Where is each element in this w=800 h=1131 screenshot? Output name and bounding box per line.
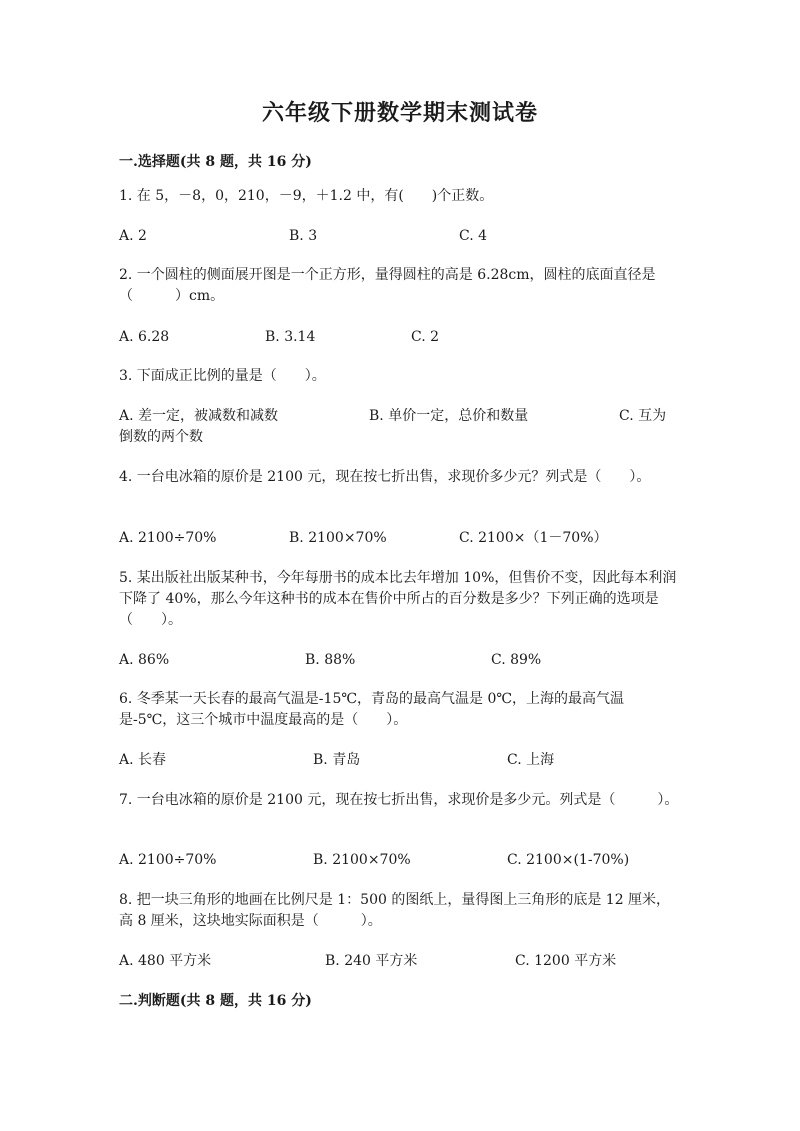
option-c: C. 2100×（1－70%） <box>459 530 608 546</box>
page-title: 六年级下册数学期末测试卷 <box>261 100 538 126</box>
option-a: A. 2100÷70% <box>119 530 217 546</box>
option-b: B. 240 平方米 <box>325 953 418 969</box>
question-6: 6. 冬季某一天长春的最高气温是-15℃，青岛的最高气温是 0℃，上海的最高气温是-5℃，这三个城市中温度最高的是（ ）。 <box>119 691 625 728</box>
question-3: 3. 下面成正比例的量是（ ）。 <box>119 368 326 384</box>
option-a: A. 2100÷70% <box>119 852 217 868</box>
question-3-options <box>119 406 679 427</box>
question-7: 7. 一台电冰箱的原价是 2100 元，现在按七折出售，求现价是多少元。列式是（ ）。 <box>119 792 679 808</box>
option-c: C. 互为 <box>619 408 667 424</box>
option-a: A. 480 平方米 <box>119 953 212 969</box>
option-a: A. 86% <box>119 652 170 668</box>
question-2: 2. 一个圆柱的侧面展开图是一个正方形，量得圆柱的高是 6.28cm，圆柱的底面直径是（ ）cm。 <box>119 267 656 304</box>
question-3-option-c-continuation: 倒数的两个数 <box>119 429 203 445</box>
question-4: 4. 一台电冰箱的原价是 2100 元，现在按七折出售，求现价多少元？列式是（ ）。 <box>119 469 651 485</box>
question-2-options <box>119 327 679 348</box>
option-b: B. 青岛 <box>313 752 361 768</box>
section-heading-judgement: 二.判断题(共 8 题，共 16 分) <box>119 993 312 1009</box>
option-b: B. 2100×70% <box>289 530 387 546</box>
option-b: B. 3.14 <box>265 329 316 345</box>
option-a: A. 差一定，被减数和减数 <box>119 408 279 424</box>
option-c: C. 2100×(1-70%) <box>507 852 630 868</box>
option-b: B. 3 <box>289 228 318 244</box>
question-8: 8. 把一块三角形的地画在比例尺是 1：500 的图纸上，量得图上三角形的底是 12 厘米，高 8 厘米，这块地实际面积是（ ）。 <box>119 892 671 929</box>
question-5-options <box>119 650 679 671</box>
option-a: A. 6.28 <box>119 329 170 345</box>
question-8-options <box>119 951 679 972</box>
option-b: B. 单价一定，总价和数量 <box>369 408 529 424</box>
option-c: C. 上海 <box>507 752 555 768</box>
option-c: C. 4 <box>459 228 488 244</box>
question-1: 1. 在 5，－8，0，210，－9，＋1.2 中，有( )个正数。 <box>119 188 494 204</box>
question-4-options <box>119 528 679 549</box>
section-heading-choice: 一.选择题(共 8 题，共 16 分) <box>119 154 312 170</box>
question-6-options <box>119 750 679 771</box>
question-5: 5. 某出版社出版某种书，今年每册书的成本比去年增加 10%，但售价不变，因此每本利润下降了 40%，那么今年这种书的成本在售价中所占的百分数是多少？下列正确的选项是（ ）。 <box>119 570 677 628</box>
option-a: A. 2 <box>119 228 147 244</box>
option-b: B. 88% <box>305 652 356 668</box>
question-7-options <box>119 850 679 871</box>
option-a: A. 长春 <box>119 752 167 768</box>
question-1-options <box>119 226 679 247</box>
option-c: C. 2 <box>411 329 440 345</box>
option-b: B. 2100×70% <box>313 852 411 868</box>
option-c: C. 1200 平方米 <box>515 953 617 969</box>
option-c: C. 89% <box>491 652 542 668</box>
